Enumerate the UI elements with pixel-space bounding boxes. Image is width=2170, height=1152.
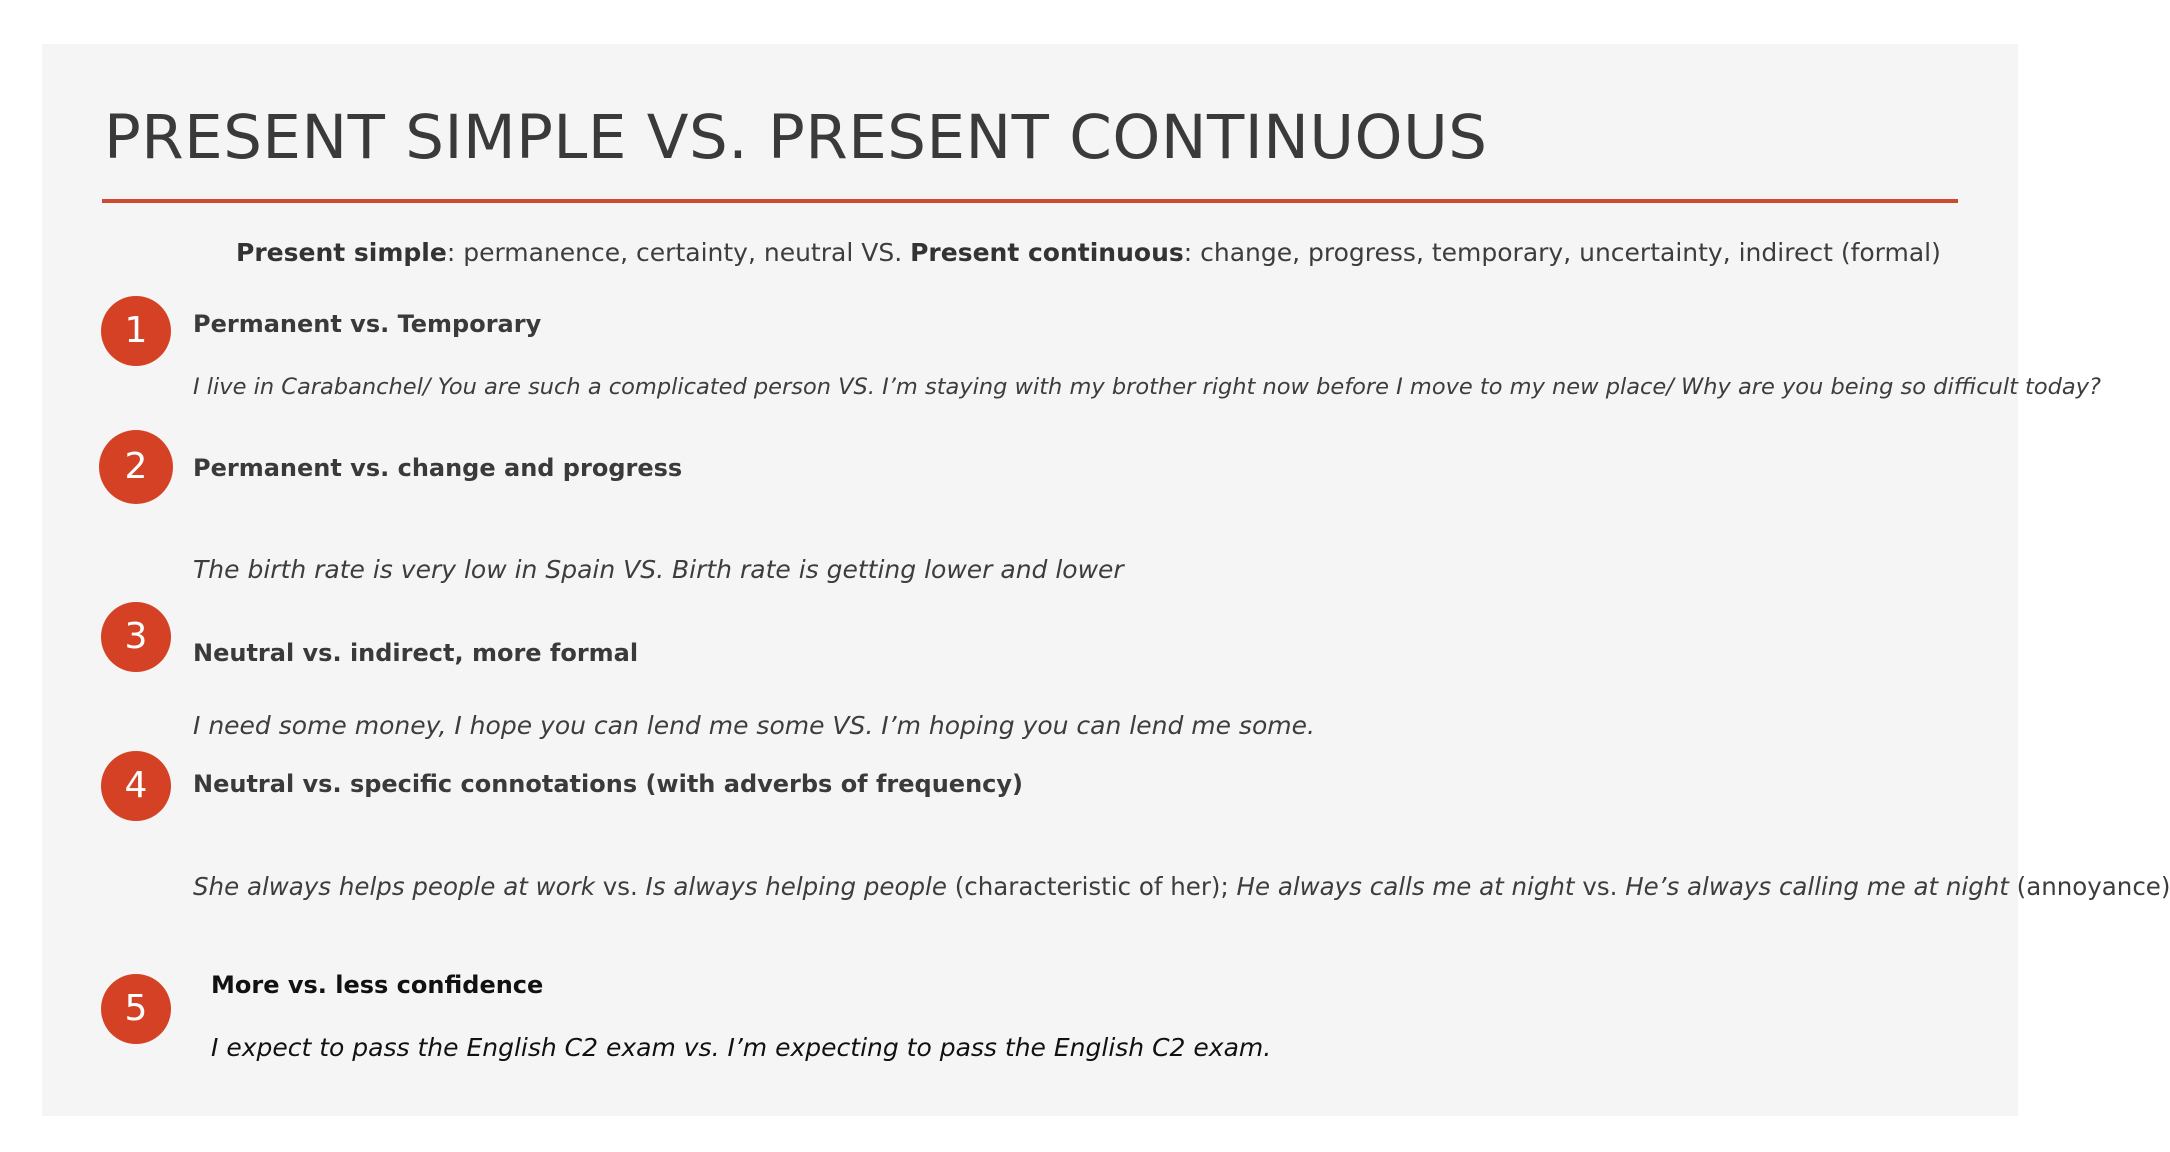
- summary-continuous-desc: : change, progress, temporary, uncertainty, indirect (formal): [1183, 238, 1941, 267]
- point-4-example-vs-1: vs.: [594, 872, 646, 901]
- point-2-number-badge: 2: [99, 430, 173, 504]
- summary-simple-label: Present simple: [236, 238, 447, 267]
- point-5-heading: More vs. less confidence: [211, 971, 544, 999]
- point-4-example-note-2: (annoyance): [2008, 872, 2170, 901]
- point-5-number-badge: 5: [101, 974, 171, 1044]
- point-2-example: The birth rate is very low in Spain VS. Birth rate is getting lower and lower: [193, 555, 1124, 584]
- point-4-example-continuous-2: He’s always calling me at night: [1625, 872, 2009, 901]
- summary-simple-desc: : permanence, certainty, neutral VS.: [446, 238, 911, 267]
- point-4-example: [193, 872, 2170, 901]
- point-3-number-badge: 3: [101, 602, 171, 672]
- point-4-heading: Neutral vs. specific connotations (with adverbs of frequency): [193, 770, 1024, 798]
- point-4-number-badge: 4: [101, 751, 171, 821]
- point-4-example-simple-2: He always calls me at night: [1236, 872, 1575, 901]
- summary-line: [236, 238, 1941, 267]
- point-5-example: I expect to pass the English C2 exam vs. I’m expecting to pass the English C2 exam.: [211, 1033, 1272, 1062]
- point-1-number-badge: 1: [101, 296, 171, 366]
- point-3-heading: Neutral vs. indirect, more formal: [193, 639, 639, 667]
- point-1-example: I live in Carabanchel/ You are such a complicated person VS. I’m staying with my brother right now before I move to my new place/ Why are you being so difficult today?: [193, 374, 2101, 400]
- slide-title: PRESENT SIMPLE VS. PRESENT CONTINUOUS: [104, 102, 1488, 173]
- summary-continuous-label: Present continuous: [910, 238, 1184, 267]
- title-underline: [102, 199, 1958, 203]
- point-4-example-continuous-1: Is always helping people: [645, 872, 947, 901]
- point-4-example-note-1: (characteristic of her);: [946, 872, 1237, 901]
- point-4-example-simple-1: She always helps people at work: [193, 872, 595, 901]
- point-2-heading: Permanent vs. change and progress: [193, 454, 683, 482]
- point-1-heading: Permanent vs. Temporary: [193, 310, 542, 338]
- point-4-example-vs-2: vs.: [1574, 872, 1626, 901]
- point-3-example: I need some money, I hope you can lend me some VS. I’m hoping you can lend me some.: [193, 711, 1315, 740]
